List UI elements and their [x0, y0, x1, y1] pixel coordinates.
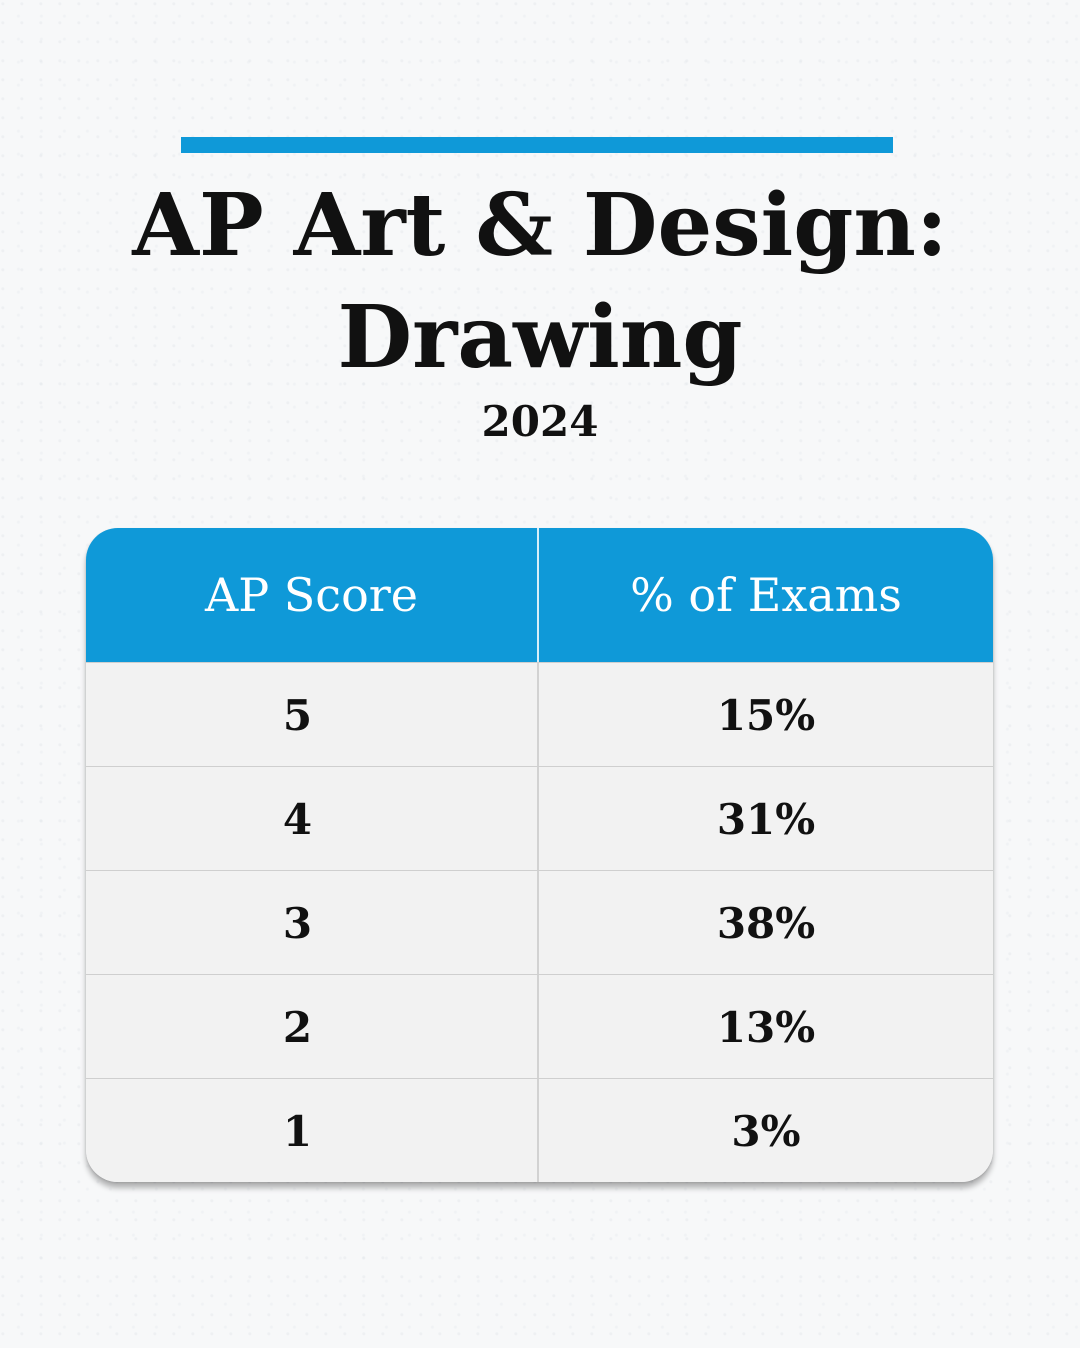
- score-cell: 2: [86, 975, 539, 1079]
- score-cell: 3: [86, 871, 539, 975]
- title-line-2: Drawing: [337, 287, 743, 388]
- header-ap-score: AP Score: [86, 528, 539, 662]
- table-row: [86, 766, 993, 870]
- page-title: [80, 170, 1000, 394]
- percent-cell: 38%: [716, 898, 816, 948]
- title-line-1: AP Art & Design:: [132, 175, 948, 276]
- blue-top-rule: [181, 137, 893, 153]
- percent-cell: 31%: [716, 794, 816, 844]
- table-header-row: [86, 528, 993, 662]
- percent-cell: 15%: [716, 690, 816, 740]
- score-cell: 1: [86, 1079, 539, 1182]
- table-row: [86, 974, 993, 1078]
- header-percent-exams: % of Exams: [630, 568, 902, 622]
- score-cell: 4: [86, 767, 539, 871]
- score-cell: 5: [86, 663, 539, 767]
- percent-cell: 13%: [716, 1002, 816, 1052]
- year-label: 2024: [481, 397, 599, 446]
- table-row: [86, 870, 993, 974]
- table-row: [86, 1078, 993, 1182]
- table-row: [86, 662, 993, 766]
- ap-score-table: [86, 528, 993, 1182]
- percent-cell: 3%: [731, 1106, 801, 1156]
